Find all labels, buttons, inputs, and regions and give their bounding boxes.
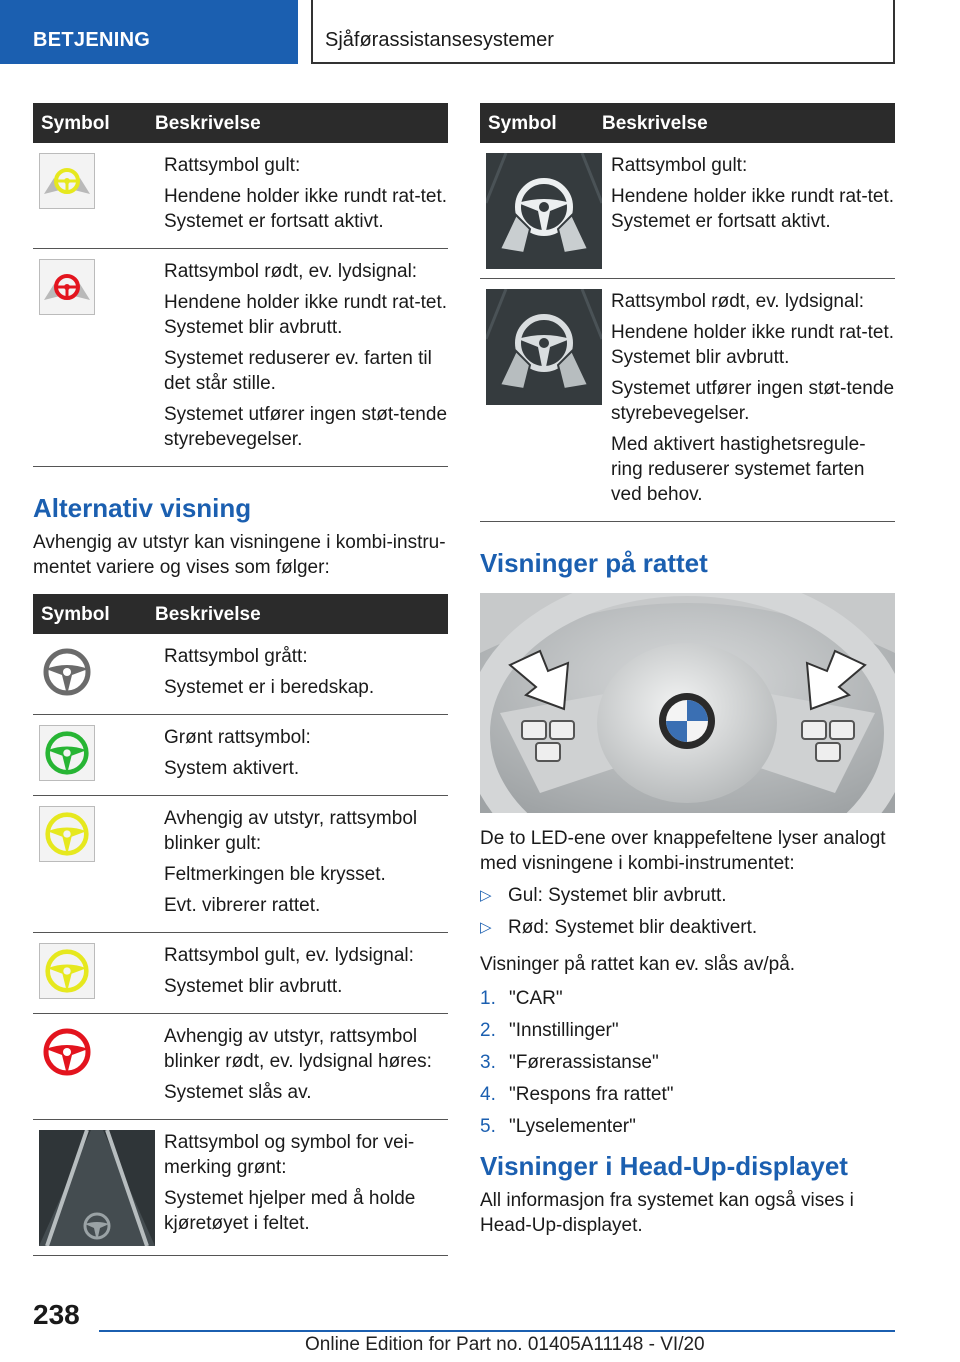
col-header-symbol: Symbol xyxy=(480,103,602,143)
row-text: Systemet slås av. xyxy=(164,1082,312,1103)
edition-info: Online Edition for Part no. 01405A11148 - VI/20 xyxy=(305,1334,705,1355)
symbol-table-2 xyxy=(33,594,448,1256)
row-text: Systemet utfører ingen støt-tende styrebevegelser. xyxy=(164,404,448,450)
table-row xyxy=(33,933,448,1014)
hands-on-wheel-display-icon xyxy=(486,289,602,405)
table-row xyxy=(33,249,448,467)
symbol-table-3 xyxy=(480,103,895,522)
page-header xyxy=(0,0,960,66)
triangle-bullet-icon: ▷ xyxy=(480,886,492,904)
row-text: Feltmerkingen ble krysset. xyxy=(164,864,386,885)
hud-description: All informasjon fra systemet kan også vises i Head-Up-displayet. xyxy=(480,1189,854,1236)
table-row xyxy=(33,1120,448,1256)
symbol-table-1 xyxy=(33,103,448,467)
row-text: Systemet reduserer ev. farten til det står stille. xyxy=(164,348,432,394)
row-text: Rattsymbol rødt, ev. lydsignal: xyxy=(164,261,418,282)
row-text: System aktivert. xyxy=(164,758,300,779)
row-text: Evt. vibrerer rattet. xyxy=(164,895,321,916)
steering-wheel-green-icon xyxy=(39,725,95,781)
section-title-alternativ: Alternativ visning xyxy=(33,493,252,523)
col-header-description: Beskrivelse xyxy=(155,103,448,143)
row-text: Systemet er i beredskap. xyxy=(164,677,375,698)
table-row xyxy=(480,143,895,278)
col-header-description: Beskrivelse xyxy=(155,594,448,634)
row-text: Hendene holder ikke rundt rat-tet. Systemet er fortsatt aktivt. xyxy=(611,186,895,232)
steering-wheel-yellow-icon xyxy=(39,806,95,862)
row-text: Hendene holder ikke rundt rat-tet. Systemet blir avbrutt. xyxy=(164,292,448,338)
list-item: 5. "Lyselementer" xyxy=(480,1115,636,1137)
list-item: 2. "Innstillinger" xyxy=(480,1019,619,1041)
col-header-description: Beskrivelse xyxy=(602,103,895,143)
triangle-bullet-icon: ▷ xyxy=(480,918,492,936)
row-text: Systemet blir avbrutt. xyxy=(164,976,343,997)
row-text: Rattsymbol grått: xyxy=(164,646,308,667)
section-intro: Avhengig av utstyr kan visningene i kombi-instru-mentet variere og vises som følger: xyxy=(33,532,446,578)
table-row xyxy=(33,1014,448,1120)
steering-wheel-yellow-hands-icon xyxy=(39,153,95,209)
table-row xyxy=(33,143,448,249)
row-text: Rattsymbol gult, ev. lydsignal: xyxy=(164,945,414,966)
hands-on-wheel-display-icon xyxy=(486,153,602,269)
row-text: Hendene holder ikke rundt rat-tet. Systemet er fortsatt aktivt. xyxy=(164,186,448,232)
led-list xyxy=(480,883,895,940)
right-column xyxy=(480,103,895,1238)
row-text: Rattsymbol rødt, ev. lydsignal: xyxy=(611,290,865,312)
steering-wheel-grey-icon xyxy=(39,644,95,700)
row-text: Avhengig av utstyr, rattsymbol blinker rødt, ev. lydsignal høres: xyxy=(164,1026,432,1072)
row-text: Systemet utfører ingen støt-tende styrebevegelser. xyxy=(611,377,895,424)
chapter-title: Sjåførassistansesystemer xyxy=(311,0,895,64)
list-item: 3. "Førerassistanse" xyxy=(480,1051,659,1073)
lane-steering-wheel-icon xyxy=(39,1130,155,1246)
row-text: Rattsymbol og symbol for vei-merking grønt: xyxy=(164,1132,415,1178)
list-item: ▷ Rød: Systemet blir deaktivert. xyxy=(480,916,758,938)
table-row xyxy=(33,796,448,933)
table-row xyxy=(480,278,895,521)
row-text: Hendene holder ikke rundt rat-tet. Systemet blir avbrutt. xyxy=(611,321,895,368)
row-text: Grønt rattsymbol: xyxy=(164,727,311,748)
footer-divider xyxy=(99,1330,895,1332)
steering-wheel-red-hands-icon xyxy=(39,259,95,315)
page-number: 238 xyxy=(33,1299,80,1330)
row-text: Med aktivert hastighetsregule-ring reduserer systemet farten ved behov. xyxy=(611,433,866,505)
wheel-description: De to LED-ene over knappefeltene lyser analogt med visningene i kombi-instrumentet: xyxy=(480,827,886,874)
steering-wheel-photo xyxy=(480,593,895,813)
section-title-rattet: Visninger på rattet xyxy=(480,547,708,578)
steering-wheel-yellow-icon xyxy=(39,943,95,999)
steps-list xyxy=(480,986,895,1139)
col-header-symbol: Symbol xyxy=(33,103,155,143)
row-text: Rattsymbol gult: xyxy=(611,155,748,176)
section-title-hud: Visninger i Head-Up-displayet xyxy=(480,1150,848,1181)
row-text: Avhengig av utstyr, rattsymbol blinker gult: xyxy=(164,808,418,854)
wheel-note: Visninger på rattet kan ev. slås av/på. xyxy=(480,953,796,975)
table-row xyxy=(33,715,448,796)
list-item: 4. "Respons fra rattet" xyxy=(480,1083,674,1105)
steering-wheel-red-icon xyxy=(39,1024,95,1080)
section-tab: BETJENING xyxy=(0,0,298,64)
col-header-symbol: Symbol xyxy=(33,594,155,634)
left-column xyxy=(33,103,448,1256)
table-row xyxy=(33,634,448,715)
row-text: Rattsymbol gult: xyxy=(164,155,301,176)
list-item: 1. "CAR" xyxy=(480,987,563,1009)
list-item: ▷ Gul: Systemet blir avbrutt. xyxy=(480,884,727,906)
row-text: Systemet hjelper med å holde kjøretøyet i feltet. xyxy=(164,1188,416,1234)
